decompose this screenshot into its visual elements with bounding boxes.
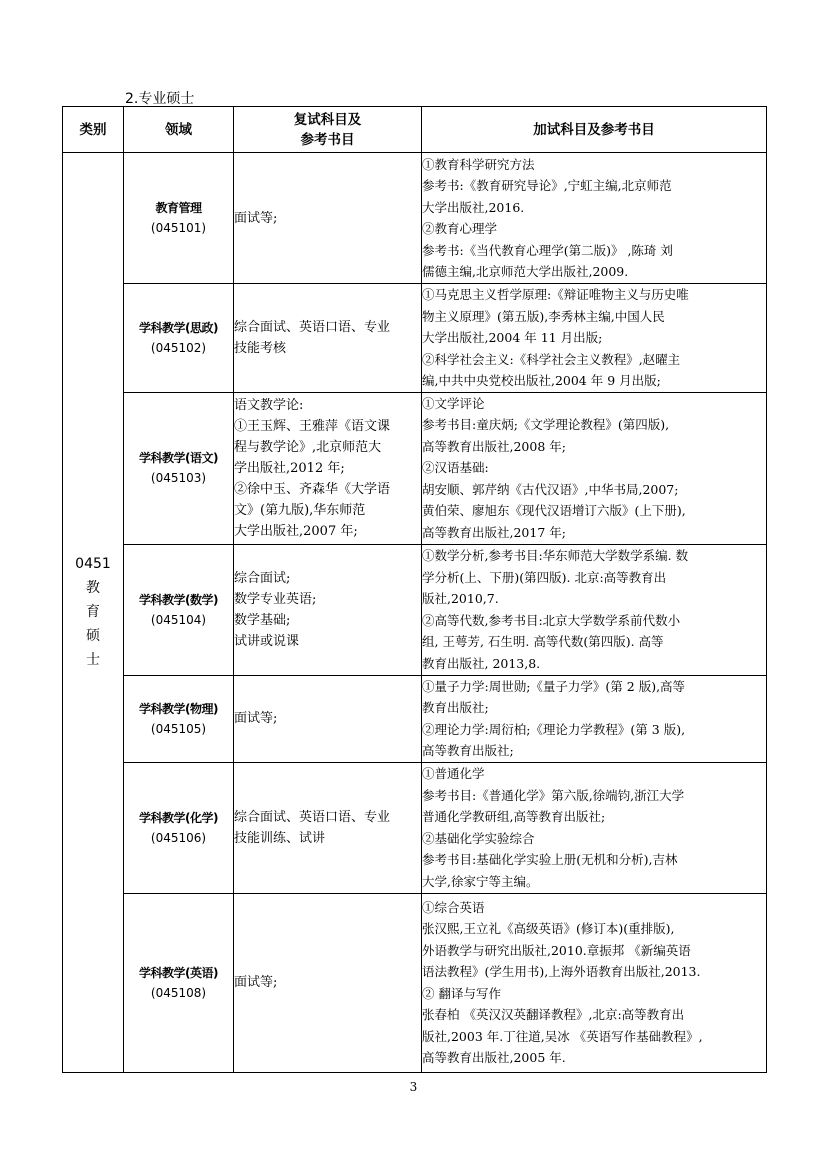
retest-cell — [234, 762, 422, 893]
extra-line: 大学出版社,2004 年 11 月出版; — [422, 330, 603, 345]
table-row — [63, 675, 767, 762]
extra-line: ②教育心理学 — [422, 221, 498, 236]
extra-cell — [422, 153, 767, 284]
extra-line: 高等教育出版社,2005 年. — [422, 1050, 566, 1065]
extra-cell — [422, 675, 767, 762]
category-char: 硕 — [86, 628, 100, 645]
retest-cell — [234, 893, 422, 1072]
page-number: 3 — [409, 1080, 418, 1094]
retest-line: 综合面试、英语口语、专业 — [234, 319, 391, 335]
field-code: (045106) — [150, 830, 207, 845]
field-code: (045108) — [150, 985, 207, 1000]
extra-line: ①综合英语 — [422, 899, 485, 915]
header-retest-line2: 参考书目 — [300, 131, 355, 148]
extra-line: 参考书:《教育研究导论》,宁虹主编,北京师范 — [422, 178, 672, 193]
retest-line: ②徐中玉、齐森华《大学语 — [234, 481, 391, 497]
field-code: (045103) — [150, 471, 207, 485]
field-name: 学科教学(数学) — [139, 592, 218, 607]
extra-line: ②科学社会主义:《科学社会主义教程》,赵曜主 — [422, 351, 681, 367]
extra-line: 版社,2003 年.丁往道,吴冰 《英语写作基础教程》, — [422, 1028, 703, 1044]
retest-line: 综合面试; — [234, 570, 291, 586]
field-name: 教育管理 — [155, 201, 202, 215]
retest-line: 综合面试、英语口语、专业 — [234, 809, 391, 825]
field-cell — [124, 893, 234, 1072]
retest-line: ①王玉辉、王雅萍《语文课 — [234, 418, 391, 434]
extra-cell — [422, 284, 767, 393]
extra-line: ①文学评论 — [422, 395, 485, 411]
header-extra: 加试科目及参考书目 — [422, 107, 767, 153]
category-code: 0451 — [75, 556, 111, 573]
retest-cell — [234, 153, 422, 284]
extra-line: 黄伯荣、廖旭东《现代汉语增订六版》(上下册), — [422, 503, 686, 519]
extra-line: 编,中共中央党校出版社,2004 年 9 月出版; — [422, 373, 661, 388]
extra-cell — [422, 544, 767, 675]
field-name: 学科教学(英语) — [139, 965, 218, 980]
extra-line: 张汉熙,王立礼《高级英语》(修订本)(重排版), — [422, 921, 675, 936]
header-retest-line1: 复试科目及 — [293, 111, 362, 128]
admission-table — [62, 106, 767, 1073]
extra-line: 参考书:《当代教育心理学(第二版)》 ,陈琦 刘 — [422, 242, 673, 258]
retest-line: 文》(第九版),华东师范 — [234, 502, 366, 518]
section-title: 2.专业硕士 — [125, 91, 195, 107]
field-name: 学科教学(语文) — [139, 451, 218, 465]
extra-line: ②汉语基础: — [422, 460, 489, 476]
retest-line: 学出版社,2012 年; — [234, 460, 345, 476]
retest-line: 面试等; — [234, 975, 278, 990]
field-name: 学科教学(思政) — [139, 320, 218, 335]
extra-line: 儒德主编,北京师范大学出版社,2009. — [422, 264, 629, 279]
table-row — [63, 544, 767, 675]
extra-line: ② 翻译与写作 — [422, 985, 501, 1001]
retest-cell — [234, 544, 422, 675]
extra-line: 张春柏 《英汉汉英翻译教程》,北京:高等教育出 — [422, 1007, 685, 1022]
extra-line: 语法教程》(学生用书),上海外语教育出版社,2013. — [422, 964, 701, 979]
extra-line: 教育出版社; — [422, 700, 489, 715]
table-row — [63, 153, 767, 284]
extra-line: ①量子力学:周世勋;《量子力学》(第 2 版),高等 — [422, 678, 686, 694]
retest-line: 程与教学论》,北京师范大 — [234, 439, 382, 455]
extra-line: 教育出版社, 2013,8. — [422, 655, 541, 671]
retest-cell — [234, 392, 422, 544]
field-code: (045101) — [150, 221, 207, 235]
extra-line: 外语教学与研究出版社,2010.章振邦 《新编英语 — [422, 942, 691, 958]
field-cell — [124, 544, 234, 675]
field-code: (045104) — [150, 612, 207, 627]
field-code: (045105) — [150, 721, 207, 736]
retest-cell — [234, 675, 422, 762]
extra-line: ②基础化学实验综合 — [422, 830, 535, 846]
extra-line: 胡安顺、郭芹纳《古代汉语》,中华书局,2007; — [422, 481, 679, 497]
retest-line: 试讲或说课 — [234, 633, 300, 649]
extra-line: 参考书目:童庆炳;《文学理论教程》(第四版), — [422, 417, 670, 433]
extra-cell — [422, 392, 767, 544]
retest-line: 面试等; — [234, 210, 278, 226]
retest-line: 大学出版社,2007 年; — [234, 523, 358, 539]
extra-line: ②理论力学:周衍柏;《理论力学教程》(第 3 版), — [422, 721, 686, 737]
retest-line: 技能训练、试讲 — [234, 830, 326, 846]
retest-line: 面试等; — [234, 711, 278, 726]
extra-line: 大学,徐家宁等主编。 — [422, 873, 539, 889]
extra-line: 参考书目:《普通化学》第六版,徐端钧,浙江大学 — [422, 787, 685, 803]
extra-line: ①马克思主义哲学原理:《辩证唯物主义与历史唯 — [422, 287, 689, 302]
extra-line: 普通化学教研组,高等教育出版社; — [422, 809, 606, 824]
field-name: 学科教学(物理) — [139, 701, 218, 716]
table-header-row — [63, 107, 767, 153]
retest-cell — [234, 284, 422, 393]
extra-cell — [422, 762, 767, 893]
extra-cell — [422, 893, 767, 1072]
extra-line: 高等教育出版社; — [422, 743, 514, 758]
table-row — [63, 284, 767, 393]
field-cell — [124, 675, 234, 762]
extra-line: 学分析(上、下册)(第四版). 北京:高等教育出 — [422, 569, 667, 585]
extra-line: 物主义原理》(第五版),李秀林主编,中国人民 — [422, 308, 665, 324]
extra-line: 参考书目:基础化学实验上册(无机和分析),吉林 — [422, 852, 678, 867]
field-cell — [124, 153, 234, 284]
field-name: 学科教学(化学) — [139, 810, 218, 825]
extra-line: ①普通化学 — [422, 766, 485, 781]
category-char: 教 — [86, 580, 100, 597]
table-row — [63, 392, 767, 544]
header-category: 类别 — [63, 107, 124, 153]
retest-line: 数学专业英语; — [234, 591, 317, 607]
extra-line: 组, 王萼芳, 石生明. 高等代数(第四版). 高等 — [422, 634, 664, 649]
extra-line: ①数学分析,参考书目:华东师范大学数学系编. 数 — [422, 548, 689, 563]
field-cell — [124, 284, 234, 393]
retest-line: 语文教学论: — [234, 397, 304, 413]
extra-line: ②高等代数,参考书目:北京大学数学系前代数小 — [422, 612, 681, 628]
table-row — [63, 762, 767, 893]
header-field: 领域 — [124, 107, 234, 153]
field-cell — [124, 392, 234, 544]
category-char: 育 — [86, 604, 100, 621]
retest-line: 数学基础; — [234, 612, 291, 628]
category-cell — [63, 153, 124, 1073]
extra-line: ①教育科学研究方法 — [422, 156, 535, 172]
extra-line: 大学出版社,2016. — [422, 199, 525, 215]
field-code: (045102) — [150, 340, 207, 355]
extra-line: 版社,2010,7. — [422, 591, 499, 606]
extra-line: 高等教育出版社,2008 年; — [422, 438, 566, 454]
table-row — [63, 893, 767, 1072]
retest-line: 技能考核 — [234, 340, 287, 356]
category-char: 士 — [86, 652, 100, 669]
header-retest — [234, 107, 422, 153]
field-cell — [124, 762, 234, 893]
extra-line: 高等教育出版社,2017 年; — [422, 524, 566, 540]
